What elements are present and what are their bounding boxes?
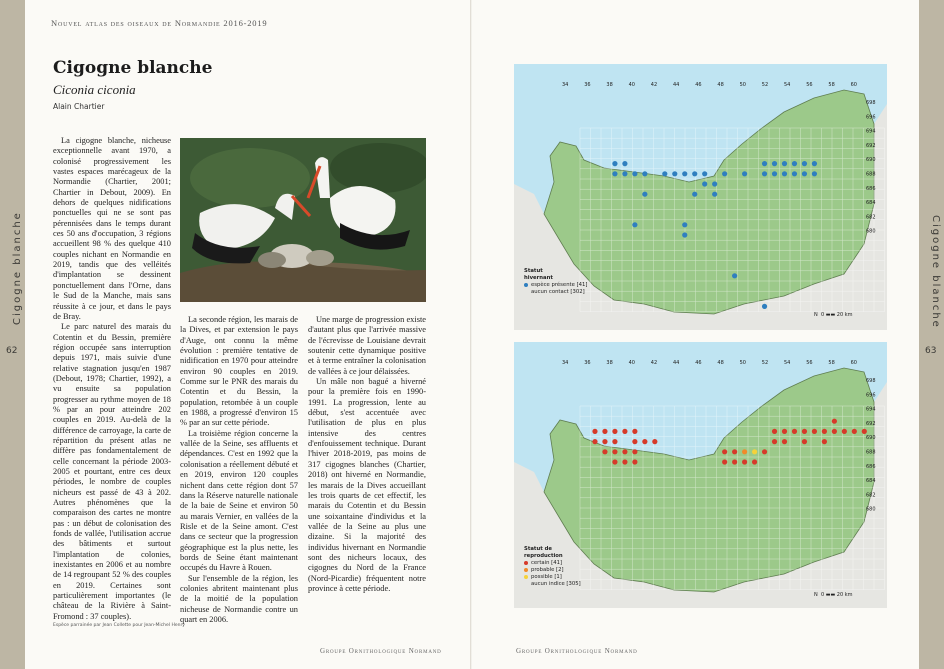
scale-bar: N 0 ▬▬ 20 km: [814, 312, 853, 318]
stork-nest-photo: [180, 138, 426, 302]
occurrence-dot: [772, 429, 777, 434]
occurrence-dot: [682, 171, 687, 176]
grid-y-label: 684: [866, 200, 876, 207]
occurrence-dot: [612, 449, 617, 454]
grid-y-label: 686: [866, 185, 876, 192]
grid-x-label: 52: [761, 360, 769, 366]
grid-x-label: 44: [673, 360, 680, 366]
legend-item: aucun contact [302]: [524, 289, 587, 296]
legend-item: espèce présente [41]: [524, 282, 587, 289]
legend-title: reproduction: [524, 553, 563, 559]
left-page: [25, 0, 472, 669]
paragraph: Le parc naturel des marais du Cotentin et du Bessin, première région occupée sans interruption depuis 1971, mais suivie d'une relative stagnation jusqu'en 1987 (Debout, 1978; Chartier, 1992), a vu ensuite sa population progresser au rythme moyen de 18 % par an pour atteindre 202 couples en 2019. Au-delà de la différence de carroyage, la carte de répartition du présent atlas ne diffère pas fondamentalement de celle concernant la période 2003-2005 et pourtant, entre ces deux périodes, le nombre de couples nicheurs est passé de 43 à 202. Autres phénomènes que la comparaison des cartes ne montre pas : un début de colonisation des fonds de vallée, l'utilisation accrue des bâtiments et surtout l'implantation de colonies, inexistantes en 2006 et au nombre de 14 regroupant 52 % des couples en 2019. Certaines sont particulièrement importantes (le château de la Rivière à Saint-Fromond : 37 couples).: [53, 322, 171, 621]
grid-x-label: 56: [806, 82, 813, 88]
occurrence-dot: [762, 171, 767, 176]
grid-x-label: 48: [717, 360, 724, 366]
occurrence-dot: [642, 171, 647, 176]
orange-dot-icon: [524, 568, 528, 572]
occurrence-dot: [692, 171, 697, 176]
grid-x-label: 50: [739, 82, 746, 88]
occurrence-dot: [602, 429, 607, 434]
occurrence-dot: [742, 449, 747, 454]
occurrence-dot: [622, 459, 627, 464]
occurrence-dot: [762, 304, 767, 309]
grid-x-label: 44: [673, 82, 680, 88]
grid-x-label: 34: [562, 360, 569, 366]
paragraph: Sur l'ensemble de la région, les colonies abritent maintenant plus de la moitié de la population nicheuse de Normandie contre un quart en 2006.: [180, 573, 298, 624]
grid-y-label: 684: [866, 478, 876, 485]
occurrence-dot: [722, 459, 727, 464]
footer-right: Groupe Ornithologique Normand: [516, 647, 638, 655]
page-number-left: 62: [6, 346, 18, 356]
occurrence-dot: [772, 161, 777, 166]
occurrence-dot: [782, 161, 787, 166]
occurrence-dot: [642, 192, 647, 197]
occurrence-dot: [832, 419, 837, 424]
grid-y-label: 680: [866, 506, 876, 513]
right-side-tab: [919, 0, 944, 669]
legend-item: aucun indice [305]: [524, 581, 581, 588]
occurrence-dot: [762, 161, 767, 166]
normandy-land: [544, 368, 874, 592]
paragraph: La seconde région, les marais de la Dives, et par extension le pays d'Auge, ont connu la même évolution : première tentative de nidification en 1970 pour atteindre environ 90 couples en 2019. Comme sur le PNR des marais du Cotentin et du Bessin, la population, retombée à un couple en 1988, a progressé d'environ 15 % par an sur cette période.: [180, 315, 298, 428]
occurrence-dot: [602, 439, 607, 444]
occurrence-dot: [612, 171, 617, 176]
occurrence-dot: [702, 181, 707, 186]
occurrence-dot: [792, 161, 797, 166]
grid-x-label: 60: [850, 360, 857, 366]
page-number-right: 63: [925, 346, 937, 356]
occurrence-dot: [752, 459, 757, 464]
occurrence-dot: [682, 232, 687, 237]
breeding-legend: [524, 546, 581, 588]
occurrence-dot: [622, 429, 627, 434]
occurrence-dot: [632, 429, 637, 434]
grid-x-label: 46: [695, 360, 702, 366]
grid-y-label: 696: [866, 392, 876, 399]
grid-x-label: 56: [806, 360, 813, 366]
grid-x-label: 36: [584, 360, 591, 366]
grid-y-label: 686: [866, 463, 876, 470]
occurrence-dot: [602, 449, 607, 454]
occurrence-dot: [692, 192, 697, 197]
running-header: Nouvel atlas des oiseaux de Normandie 2016-2019: [51, 18, 268, 28]
grid-x-label: 38: [606, 360, 613, 366]
grid-x-label: 36: [584, 82, 591, 88]
occurrence-dot: [822, 429, 827, 434]
grid-y-label: 698: [866, 378, 876, 384]
grid-y-label: 690: [866, 435, 876, 442]
paragraph: La troisième région concerne la vallée de la Seine, ses affluents et dépendances. C'est en 1992 que la colonisation a réellement débuté et en 2019, environ 120 couples nichent dans cette région dont 57 dans la Réserve naturelle nationale de la baie de Seine et environ 50 au marais Vernier, en vallées de la Risle et de la Seine amont. C'est dans ce secteur que la progression géographique est la plus nette, les bords de Seine étant maintenant occupés du Havre à Rouen.: [180, 428, 298, 573]
occurrence-dot: [662, 171, 667, 176]
text-column-1: [53, 136, 171, 622]
grid-x-label: 34: [562, 82, 569, 88]
normandy-land: [544, 90, 874, 314]
side-label-right: Cigogne blanche: [930, 215, 941, 329]
occurrence-dot: [792, 429, 797, 434]
footer-left: Groupe Ornithologique Normand: [320, 647, 442, 655]
occurrence-dot: [682, 222, 687, 227]
grid-x-label: 54: [784, 82, 791, 88]
yellow-dot-icon: [524, 575, 528, 579]
occurrence-dot: [802, 439, 807, 444]
occurrence-dot: [622, 161, 627, 166]
occurrence-dot: [772, 439, 777, 444]
side-label-left: Cigogne blanche: [12, 211, 23, 325]
grid-y-label: 692: [866, 420, 876, 427]
paragraph: Une marge de progression existe d'autant plus que l'arrivée massive de l'écrevisse de Louisiane devrait soutenir cette dynamique positive et à terme entraîner la colonisation de vallées à ce jour délaissées.: [308, 315, 426, 376]
occurrence-dot: [632, 171, 637, 176]
occurrence-dot: [732, 273, 737, 278]
occurrence-dot: [742, 171, 747, 176]
empty-dot-icon: [524, 290, 528, 294]
occurrence-dot: [822, 439, 827, 444]
scale-bar: N 0 ▬▬ 20 km: [814, 592, 853, 598]
north-arrow-icon: N: [814, 592, 818, 598]
occurrence-dot: [612, 459, 617, 464]
grid-y-label: 682: [866, 214, 876, 221]
occurrence-dot: [612, 429, 617, 434]
occurrence-dot: [842, 429, 847, 434]
winter-legend: [524, 268, 587, 296]
grid-y-label: 696: [866, 114, 876, 121]
occurrence-dot: [812, 429, 817, 434]
grid-y-label: 680: [866, 228, 876, 235]
winter-status-map: [514, 64, 887, 330]
grid-x-label: 40: [628, 82, 635, 88]
grid-x-label: 58: [828, 360, 835, 366]
legend-title: Statut de: [524, 546, 552, 552]
photo-credit: Espèce parrainée par Jean Collette pour Jean-Michel Henry: [53, 623, 185, 628]
author: Alain Chartier: [53, 102, 105, 111]
grid-x-label: 48: [717, 82, 724, 88]
latin-name: Ciconia ciconia: [53, 82, 136, 97]
grid-y-label: 694: [866, 128, 876, 135]
legend-item: possible [1]: [524, 574, 581, 581]
grid-y-label: 688: [866, 449, 876, 456]
right-page: [472, 0, 919, 669]
left-side-tab: [0, 0, 25, 669]
occurrence-dot: [702, 171, 707, 176]
occurrence-dot: [632, 222, 637, 227]
occurrence-dot: [732, 449, 737, 454]
occurrence-dot: [802, 429, 807, 434]
occurrence-dot: [632, 459, 637, 464]
paragraph: Un mâle non bagué a hiverné pour la première fois en 1990-1991. La progression, lente au début, s'est accentuée avec l'utilisation de plus en plus intensive des centres d'enfouissement technique. Durant l'hiver 2018-2019, pas moins de 317 cigognes blanches (Chartier, 2018) ont hiverné en Normandie, les marais de la Dives accueillant les trois quarts de cet effectif, les marais du Cotentin et du Bessin une soixantaine d'individus et la vallée de la Seine au plus une dizaine. Si la majorité des individus hivernant en Normandie sont des nicheurs locaux, des cigognes du Nord de la France (Nord-Picardie) fréquentent notre province à cette période.: [308, 377, 426, 593]
occurrence-dot: [762, 449, 767, 454]
grid-x-label: 38: [606, 82, 613, 88]
occurrence-dot: [672, 171, 677, 176]
grid-x-label: 50: [739, 360, 746, 366]
grid-x-label: 54: [784, 360, 791, 366]
occurrence-dot: [782, 439, 787, 444]
grid-x-label: 42: [650, 82, 658, 88]
grid-x-label: 52: [761, 82, 769, 88]
legend-item: probable [2]: [524, 567, 581, 574]
legend-title: hivernant: [524, 275, 553, 281]
occurrence-dot: [752, 449, 757, 454]
paragraph: La cigogne blanche, nicheuse exceptionnelle avant 1970, a colonisé progressivement les vastes espaces marécageux de la Normandie (Chartier, 2001; Chartier in Debout, 2009). En dehors de quelques nidifications ponctuelles qui ne se sont pas pérennisées dans le temps durant ces 50 ans d'occupation, 3 régions accueillent 98 % des quelque 410 couples nichant en Normandie en 2019, tandis que des velléités d'implantation se dessinent ponctuellement dans l'Orne, dans le Sud de la Manche, mais sans réussite à ce jour, et dans le pays de Bray.: [53, 136, 171, 321]
grid-y-label: 694: [866, 406, 876, 413]
breeding-status-map: [514, 342, 887, 608]
occurrence-dot: [612, 161, 617, 166]
occurrence-dot: [802, 161, 807, 166]
occurrence-dot: [792, 171, 797, 176]
grid-y-label: 690: [866, 157, 876, 164]
occurrence-dot: [832, 429, 837, 434]
north-arrow-icon: N: [814, 312, 818, 318]
grid-y-label: 682: [866, 492, 876, 499]
red-dot-icon: [524, 561, 528, 565]
occurrence-dot: [652, 439, 657, 444]
occurrence-dot: [722, 171, 727, 176]
grid-y-label: 698: [866, 100, 876, 106]
occurrence-dot: [722, 449, 727, 454]
occurrence-dot: [862, 429, 867, 434]
grid-x-label: 60: [850, 82, 857, 88]
occurrence-dot: [732, 459, 737, 464]
legend-title: Statut: [524, 268, 543, 274]
grid-y-label: 692: [866, 142, 876, 149]
empty-dot-icon: [524, 582, 528, 586]
text-column-2: [180, 315, 298, 625]
occurrence-dot: [632, 449, 637, 454]
grid-y-label: 688: [866, 171, 876, 178]
occurrence-dot: [712, 192, 717, 197]
occurrence-dot: [802, 171, 807, 176]
text-column-3: [308, 315, 426, 594]
occurrence-dot: [612, 439, 617, 444]
occurrence-dot: [782, 429, 787, 434]
occurrence-dot: [712, 181, 717, 186]
occurrence-dot: [852, 429, 857, 434]
blue-dot-icon: [524, 283, 528, 287]
grid-x-label: 46: [695, 82, 702, 88]
grid-x-label: 40: [628, 360, 635, 366]
occurrence-dot: [622, 171, 627, 176]
occurrence-dot: [622, 449, 627, 454]
legend-item: certain [41]: [524, 560, 581, 567]
occurrence-dot: [742, 459, 747, 464]
occurrence-dot: [812, 161, 817, 166]
grid-x-label: 42: [650, 360, 658, 366]
occurrence-dot: [782, 171, 787, 176]
species-title: Cigogne blanche: [53, 58, 213, 78]
occurrence-dot: [592, 429, 597, 434]
occurrence-dot: [772, 171, 777, 176]
occurrence-dot: [812, 171, 817, 176]
occurrence-dot: [632, 439, 637, 444]
grid-x-label: 58: [828, 82, 835, 88]
occurrence-dot: [592, 439, 597, 444]
occurrence-dot: [642, 439, 647, 444]
